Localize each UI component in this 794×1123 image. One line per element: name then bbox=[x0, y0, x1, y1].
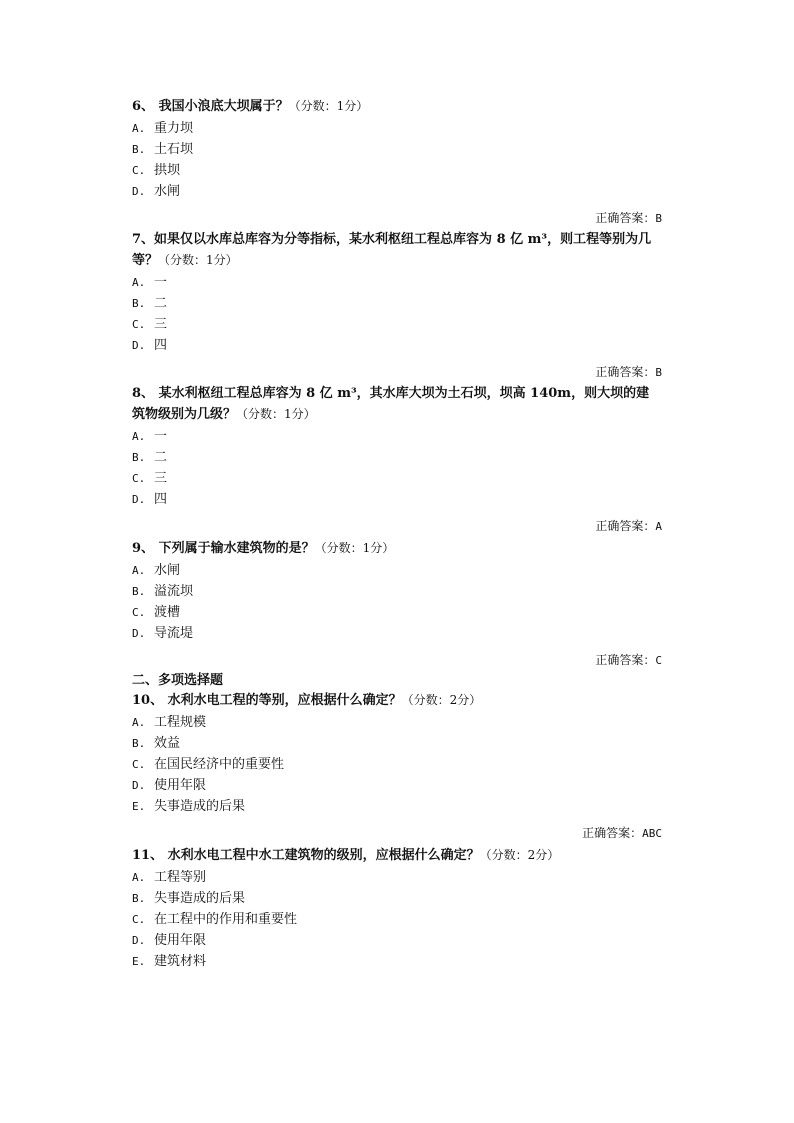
option-letter: C. bbox=[132, 164, 146, 177]
question-number: 10、 bbox=[132, 693, 164, 708]
option-text: 土石坝 bbox=[154, 142, 194, 157]
option-letter: C. bbox=[132, 606, 146, 619]
option-text: 二 bbox=[154, 296, 168, 311]
question-number: 6、 bbox=[132, 99, 155, 114]
option-text: 使用年限 bbox=[154, 933, 207, 948]
correct-answer bbox=[132, 651, 662, 670]
option-c bbox=[132, 314, 662, 335]
option-letter: A. bbox=[132, 276, 146, 289]
question-score: （分数：2分） bbox=[401, 693, 482, 707]
option-list bbox=[132, 118, 662, 202]
answer-value: B bbox=[655, 366, 662, 379]
option-letter: C. bbox=[132, 913, 146, 926]
question-11 bbox=[132, 845, 662, 972]
option-c bbox=[132, 754, 662, 775]
section-heading: 二、多项选择题 bbox=[132, 673, 224, 688]
option-a bbox=[132, 712, 662, 733]
answer-label: 正确答案： bbox=[595, 653, 656, 667]
option-d bbox=[132, 775, 662, 796]
option-text: 导流堤 bbox=[154, 626, 194, 641]
question-text: 我国小浪底大坝属于？ bbox=[154, 99, 289, 114]
option-text: 三 bbox=[154, 471, 168, 486]
option-text: 失事造成的后果 bbox=[154, 799, 246, 814]
option-list bbox=[132, 272, 662, 356]
option-b bbox=[132, 581, 662, 602]
question-number: 8、 bbox=[132, 386, 155, 401]
option-letter: D. bbox=[132, 339, 146, 352]
question-text: 下列属于输水建筑物的是？ bbox=[154, 541, 315, 556]
option-letter: C. bbox=[132, 472, 146, 485]
question-7 bbox=[132, 230, 662, 382]
option-letter: A. bbox=[132, 871, 146, 884]
option-text: 工程规模 bbox=[154, 715, 207, 730]
correct-answer bbox=[132, 209, 662, 228]
option-text: 在国民经济中的重要性 bbox=[154, 757, 285, 772]
question-score: （分数：1分） bbox=[236, 407, 316, 421]
option-d bbox=[132, 930, 662, 951]
option-text: 重力坝 bbox=[154, 121, 194, 136]
option-a bbox=[132, 118, 662, 139]
question-number: 7、 bbox=[132, 232, 155, 247]
option-text: 一 bbox=[154, 275, 168, 290]
question-text: 水利水电工程中水工建筑物的级别，应根据什么确定？ bbox=[163, 848, 480, 863]
option-text: 四 bbox=[154, 492, 168, 507]
option-letter: C. bbox=[132, 318, 146, 331]
option-text: 建筑材料 bbox=[154, 954, 207, 969]
question-score: （分数：2分） bbox=[479, 848, 560, 862]
option-letter: B. bbox=[132, 585, 146, 598]
option-text: 水闸 bbox=[154, 563, 181, 578]
question-6 bbox=[132, 96, 662, 228]
question-score: （分数：1分） bbox=[158, 253, 238, 267]
question-9 bbox=[132, 538, 662, 670]
question-text: 如果仅以水库总库容为分等指标，某水利枢纽工程总库容为 8 亿 m³，则工程等别为几等？ bbox=[132, 232, 652, 268]
option-b bbox=[132, 733, 662, 754]
option-letter: A. bbox=[132, 716, 146, 729]
question-title bbox=[132, 690, 662, 711]
option-a bbox=[132, 867, 662, 888]
question-8 bbox=[132, 384, 662, 536]
question-title bbox=[132, 538, 662, 559]
option-letter: B. bbox=[132, 143, 146, 156]
answer-label: 正确答案： bbox=[595, 519, 656, 533]
answer-value: C bbox=[655, 654, 662, 667]
answer-value: A bbox=[655, 520, 662, 533]
option-text: 水闸 bbox=[154, 184, 181, 199]
option-text: 四 bbox=[154, 338, 168, 353]
option-text: 效益 bbox=[154, 736, 181, 751]
option-letter: A. bbox=[132, 564, 146, 577]
question-number: 11、 bbox=[132, 848, 164, 863]
question-number: 9、 bbox=[132, 541, 155, 556]
question-score: （分数：1分） bbox=[288, 99, 369, 113]
option-letter: C. bbox=[132, 758, 146, 771]
option-text: 失事造成的后果 bbox=[154, 891, 246, 906]
question-title bbox=[132, 230, 662, 271]
question-score: （分数：1分） bbox=[314, 541, 395, 555]
option-a bbox=[132, 426, 662, 447]
option-list bbox=[132, 426, 662, 510]
option-list bbox=[132, 867, 662, 972]
option-a bbox=[132, 272, 662, 293]
option-letter: A. bbox=[132, 122, 146, 135]
answer-value: ABC bbox=[642, 827, 662, 840]
answer-label: 正确答案： bbox=[582, 826, 643, 840]
option-letter: A. bbox=[132, 430, 146, 443]
option-b bbox=[132, 888, 662, 909]
option-b bbox=[132, 293, 662, 314]
option-e bbox=[132, 951, 662, 972]
option-letter: B. bbox=[132, 892, 146, 905]
option-letter: D. bbox=[132, 779, 146, 792]
question-title bbox=[132, 96, 662, 117]
option-letter: B. bbox=[132, 451, 146, 464]
question-title bbox=[132, 384, 662, 425]
answer-label: 正确答案： bbox=[595, 365, 656, 379]
option-text: 二 bbox=[154, 450, 168, 465]
option-d bbox=[132, 489, 662, 510]
option-letter: D. bbox=[132, 493, 146, 506]
correct-answer bbox=[132, 824, 662, 843]
option-text: 渡槽 bbox=[154, 605, 181, 620]
question-title bbox=[132, 845, 662, 866]
option-e bbox=[132, 796, 662, 817]
option-text: 三 bbox=[154, 317, 168, 332]
option-text: 溢流坝 bbox=[154, 584, 194, 599]
option-letter: D. bbox=[132, 185, 146, 198]
option-b bbox=[132, 139, 662, 160]
option-list bbox=[132, 560, 662, 644]
option-text: 在工程中的作用和重要性 bbox=[154, 912, 298, 927]
answer-label: 正确答案： bbox=[595, 211, 656, 225]
correct-answer bbox=[132, 517, 662, 536]
option-text: 工程等别 bbox=[154, 870, 207, 885]
option-d bbox=[132, 335, 662, 356]
option-a bbox=[132, 560, 662, 581]
question-10 bbox=[132, 690, 662, 843]
correct-answer bbox=[132, 363, 662, 382]
option-letter: E. bbox=[132, 955, 146, 968]
option-c bbox=[132, 160, 662, 181]
option-list bbox=[132, 712, 662, 817]
document-page bbox=[132, 96, 662, 972]
option-letter: B. bbox=[132, 737, 146, 750]
option-b bbox=[132, 447, 662, 468]
option-text: 拱坝 bbox=[154, 163, 181, 178]
option-letter: D. bbox=[132, 934, 146, 947]
option-letter: E. bbox=[132, 800, 146, 813]
option-c bbox=[132, 468, 662, 489]
option-text: 一 bbox=[154, 429, 168, 444]
option-d bbox=[132, 181, 662, 202]
question-text: 某水利枢纽工程总库容为 8 亿 m³，其水库大坝为土石坝，坝高 140m，则大坝的建筑物级别为几级？ bbox=[132, 386, 650, 422]
option-letter: D. bbox=[132, 627, 146, 640]
option-text: 使用年限 bbox=[154, 778, 207, 793]
option-c bbox=[132, 602, 662, 623]
option-letter: B. bbox=[132, 297, 146, 310]
option-d bbox=[132, 623, 662, 644]
question-text: 水利水电工程的等别，应根据什么确定？ bbox=[163, 693, 402, 708]
answer-value: B bbox=[655, 212, 662, 225]
option-c bbox=[132, 909, 662, 930]
